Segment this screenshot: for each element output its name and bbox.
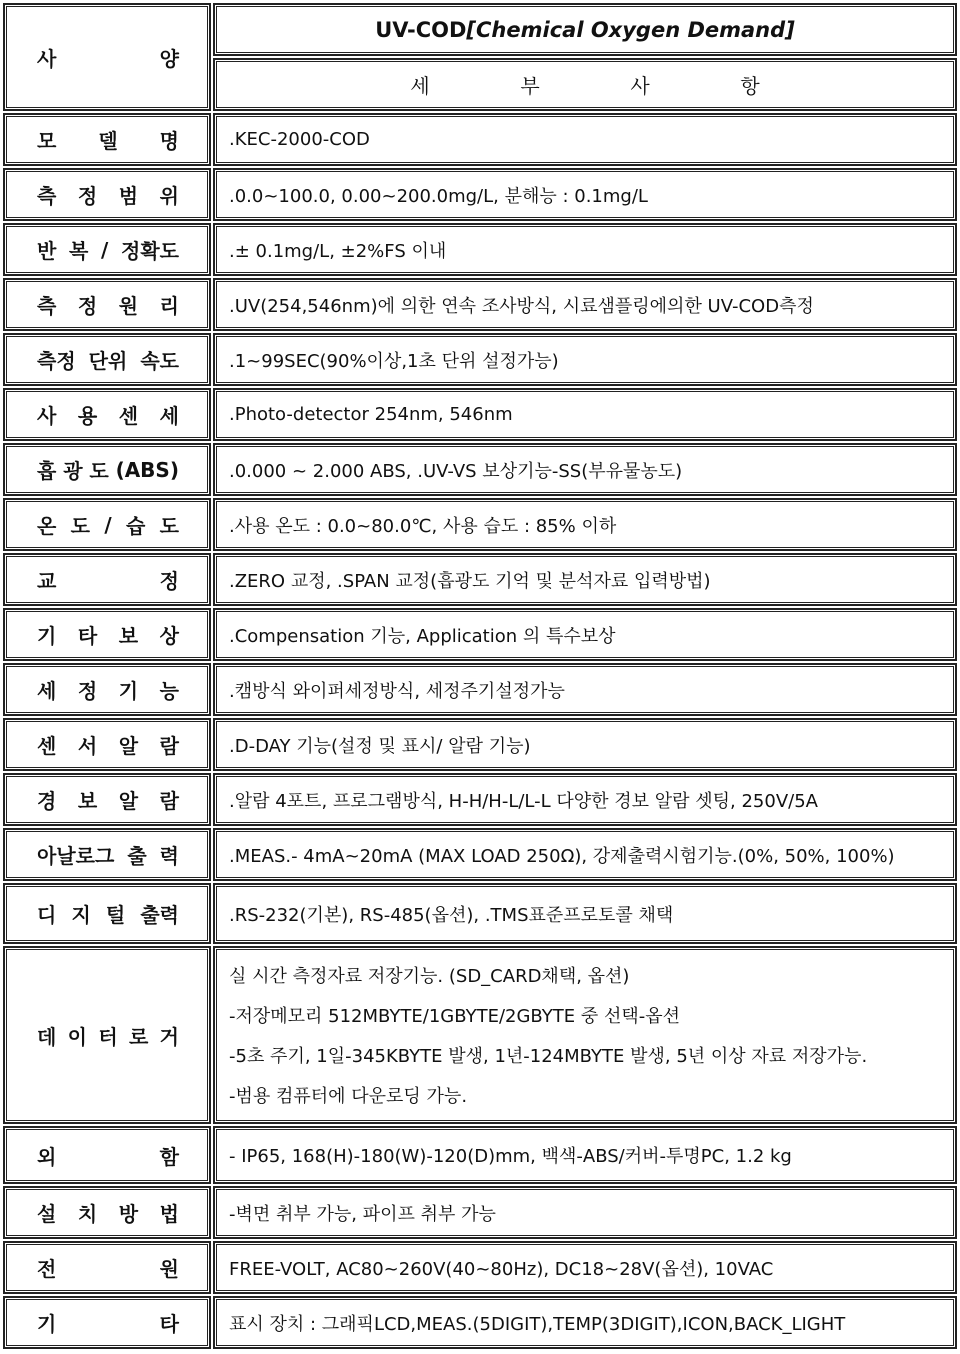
row-value-other-compensation [213,608,957,661]
row-label-part: 정 [159,569,179,593]
row-label-part: 털 [105,903,126,927]
row-label-digital-output [3,883,211,944]
row-label-part: 온 [37,514,57,538]
row-value-measure-range [213,168,957,221]
row-label-part: 법 [159,1202,179,1226]
row-value-line: -저장메모리 512MBYTE/1GBYTE/2GBYTE 중 선택-옵션 [229,1006,681,1027]
row-label-part: 로 [128,1024,149,1049]
row-label-temp-humidity [3,498,211,551]
row-label-measure-principle [3,278,211,331]
row-label-part: 외 [37,1144,57,1169]
row-label-part: 력 [159,844,179,868]
row-label-part: 전 [37,1257,57,1281]
row-value-text: -벽면 취부 가능, 파이프 취부 가능 [229,1203,496,1225]
row-label-cleaning [3,663,211,716]
details-header [213,58,957,111]
details-header-char: 항 [740,74,760,98]
row-label-part: 센 [118,404,139,428]
row-label-part: 설 [37,1202,57,1226]
row-value-line: 실 시간 측정자료 저장기능. (SD_CARD채택, 옵션) [229,966,630,987]
row-label-part: 센 [37,734,57,758]
row-label-part: / [101,237,109,262]
row-label-part: 측정 [37,349,76,373]
row-label-measure-range [3,168,211,221]
row-label-part: 지 [71,903,91,927]
product-title-main: UV-COD [375,17,467,42]
row-value-text: .D-DAY 기능(설정 및 표시/ 알람 기능) [229,735,531,757]
row-label-enclosure [3,1126,211,1184]
row-label-part: 정 [77,184,98,208]
row-label-part: 함 [159,1144,179,1169]
row-value-text: .0.0~100.0, 0.00~200.0mg/L, 분해능 : 0.1mg/L [229,185,648,207]
row-value-model [213,113,957,166]
row-value-text: .알람 4포트, 프로그램방식, H-H/H-L/L-L 다양한 경보 알람 셋팅, 250V/5A [229,790,818,812]
row-label-measure-unit-speed [3,333,211,386]
row-label-part: 측 [37,294,57,318]
row-value-measure-principle [213,278,957,331]
row-label-part: 델 [98,129,118,153]
row-label-alarm [3,773,211,826]
row-label-part: 람 [159,789,179,813]
row-label-part: 타 [159,1312,179,1336]
row-label-part: 능 [159,679,179,703]
row-value-analog-output [213,828,957,881]
row-label-part: 기 [118,679,139,703]
row-label-part: 단위 [88,349,128,373]
row-label-part: 알 [118,734,139,758]
row-value-text: .0.000 ~ 2.000 ABS, .UV-VS 보상기능-SS(부유물농도) [229,460,683,482]
row-value-line: -5초 주기, 1일-345KBYTE 발생, 1년-124MBYTE 발생, 5년 이상 자료 저장가능. [229,1046,868,1067]
row-label-part: 흡 [37,459,57,483]
row-value-data-logger [213,946,957,1124]
row-value-text: 표시 장치 : 그래픽LCD,MEAS.(5DIGIT),TEMP(3DIGIT),ICON,BACK_LIGHT [229,1313,846,1335]
row-label-part: 타 [77,624,98,648]
row-label-part: 도 [159,514,179,538]
row-label-part: 속도 [140,349,179,373]
row-value-text: .Compensation 기능, Application 의 특수보상 [229,625,616,647]
spec-header-char: 사 [37,46,57,71]
row-label-sensor [3,388,211,441]
row-label-part: 경 [37,789,57,813]
row-label-part: 치 [77,1202,98,1226]
row-label-installation [3,1186,211,1239]
spec-header-label [3,3,211,111]
row-label-part: 서 [77,734,98,758]
row-label-absorbance [3,443,211,496]
row-value-text: .± 0.1mg/L, ±2%FS 이내 [229,240,447,262]
row-value-sensor [213,388,957,441]
row-label-part: / [104,512,112,537]
row-label-part: 이 [67,1024,87,1049]
row-value-text: FREE-VOLT, AC80~260V(40~80Hz), DC18~28V(옵션), 10VAC [229,1258,774,1280]
row-value-text: .MEAS.- 4mA~20mA (MAX LOAD 250Ω), 강제출력시험기능.(0%, 50%, 100%) [229,845,895,867]
row-label-part: 출력 [140,903,179,927]
row-value-temp-humidity [213,498,957,551]
row-label-analog-output [3,828,211,881]
details-header-char: 세 [410,74,430,98]
row-label-other-compensation [3,608,211,661]
row-label-part: 측 [37,184,57,208]
product-title [213,3,957,56]
row-label-part: 원 [118,294,139,318]
row-value-text: - IP65, 168(H)-180(W)-120(D)mm, 백색-ABS/커버-투명PC, 1.2 kg [229,1146,792,1167]
row-label-part: 데 [37,1024,57,1049]
row-value-power [213,1241,957,1294]
row-label-part: 정 [77,294,98,318]
row-label-part: 보 [77,789,98,813]
row-value-measure-unit-speed [213,333,957,386]
row-value-text: .Photo-detector 254nm, 546nm [229,404,513,425]
row-label-repeatability [3,223,211,276]
row-label-part: 방 [118,1202,139,1226]
row-label-part: 기 [37,1312,57,1336]
row-value-text: .ZERO 교정, .SPAN 교정(흡광도 기억 및 분석자료 입력방법) [229,570,711,592]
row-value-text: .UV(254,546nm)에 의한 연속 조사방식, 시료샘플링에의한 UV-COD측정 [229,295,814,317]
row-label-part: 람 [159,734,179,758]
row-label-part: 거 [159,1024,179,1049]
product-title-italic: [Chemical Oxygen Demand] [466,17,795,42]
row-label-part: 디 [37,903,57,927]
row-label-part: (ABS) [115,457,179,482]
row-value-calibration [213,553,957,606]
row-label-part: 명 [159,129,179,153]
spec-header-char: 양 [159,46,179,71]
row-value-line: -범용 컴퓨터에 다운로딩 가능. [229,1086,468,1107]
row-value-enclosure [213,1126,957,1184]
row-label-part: 교 [37,569,57,593]
row-label-calibration [3,553,211,606]
details-header-char: 부 [520,74,540,98]
row-label-part: 아날로그 [37,844,115,868]
row-label-part: 세 [159,404,179,428]
row-label-part: 도 [89,459,109,483]
row-label-part: 세 [37,679,57,703]
row-value-text: .사용 온도 : 0.0~80.0℃, 사용 습도 : 85% 이하 [229,515,617,537]
row-label-misc [3,1296,211,1349]
row-value-installation [213,1186,957,1239]
row-value-repeatability [213,223,957,276]
row-label-part: 용 [77,404,98,428]
row-label-part: 정 [77,679,98,703]
details-header-char: 사 [630,74,650,98]
row-value-text: .RS-232(기본), RS-485(옵션), .TMS표준프로토콜 채택 [229,904,674,926]
row-label-part: 상 [159,624,179,648]
row-label-part: 기 [37,624,57,648]
row-value-text: .KEC-2000-COD [229,129,370,150]
row-value-absorbance [213,443,957,496]
row-label-part: 습 [126,514,146,538]
row-label-part: 터 [98,1024,118,1049]
row-value-text: .캠방식 와이퍼세정방식, 세정주기설정가능 [229,680,565,702]
row-label-part: 복 [69,239,89,263]
row-label-part: 정확도 [121,239,179,263]
row-label-part: 범 [118,184,139,208]
row-label-power [3,1241,211,1294]
row-value-cleaning [213,663,957,716]
row-value-alarm [213,773,957,826]
row-label-part: 원 [159,1257,179,1281]
row-label-part: 보 [118,624,139,648]
row-value-sensor-alarm [213,718,957,771]
row-label-part: 출 [127,844,147,868]
row-label-part: 위 [159,184,179,208]
row-label-part: 리 [159,294,179,318]
row-label-data-logger [3,946,211,1124]
row-label-part: 사 [37,404,57,428]
row-label-sensor-alarm [3,718,211,771]
row-value-digital-output [213,883,957,944]
row-label-part: 모 [37,129,57,153]
row-value-misc [213,1296,957,1349]
row-value-text: .1~99SEC(90%이상,1초 단위 설정가능) [229,350,559,372]
row-label-part: 반 [37,239,57,263]
row-label-part: 광 [63,459,83,483]
row-label-part: 알 [118,789,139,813]
row-label-part: 도 [70,514,90,538]
row-label-model [3,113,211,166]
